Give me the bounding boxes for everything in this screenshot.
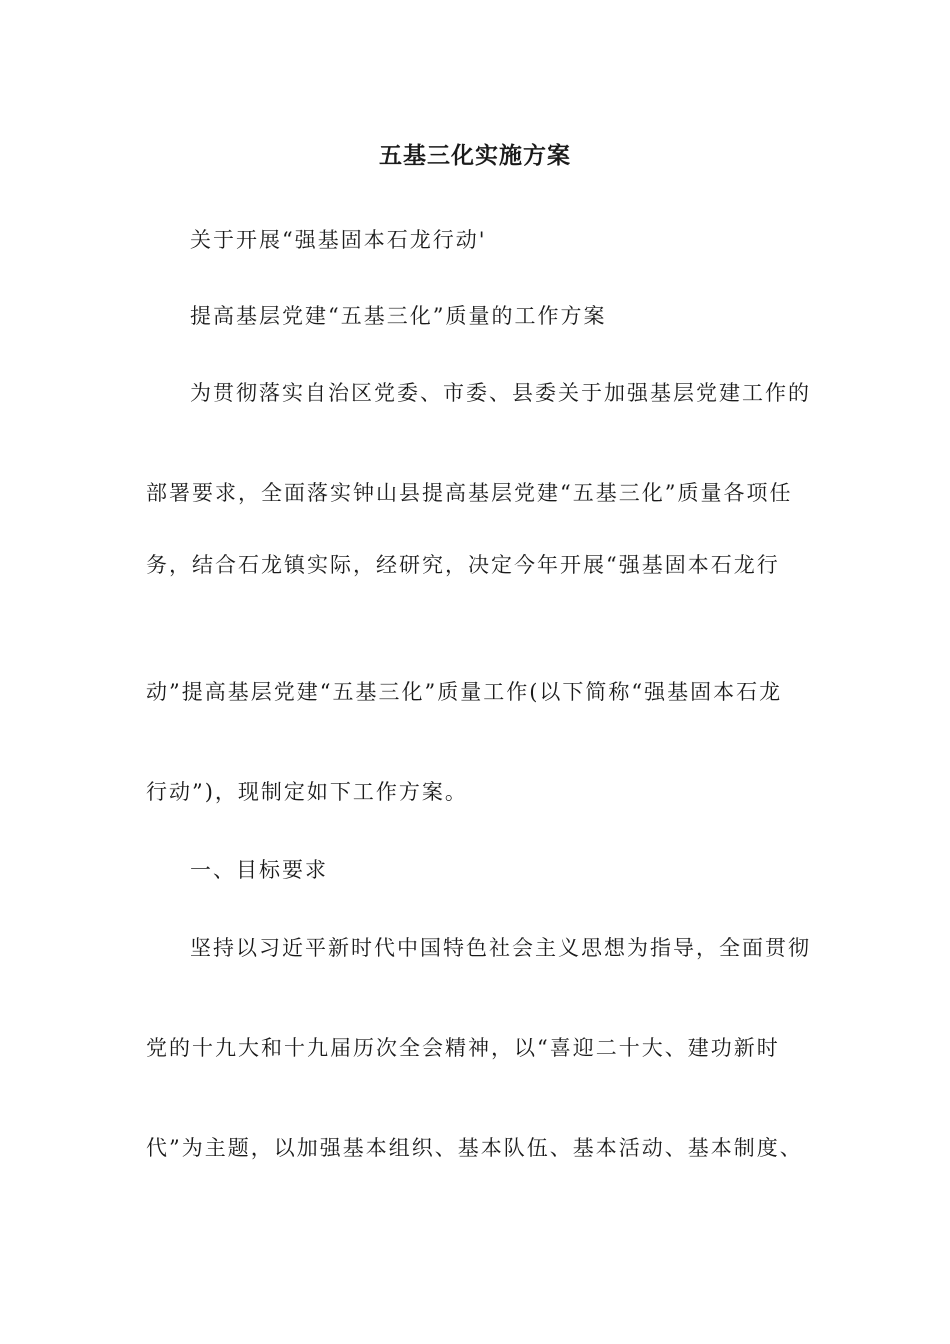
paragraph-line: 代”为主题，以加强基本组织、基本队伍、基本活动、基本制度、 [146, 1136, 803, 1160]
paragraph-line: 坚持以习近平新时代中国特色社会主义思想为指导，全面贯彻 [190, 936, 811, 960]
paragraph-line: 部署要求，全面落实钟山县提高基层党建“五基三化”质量各项任 [146, 481, 793, 505]
section-heading: 一、目标要求 [190, 858, 328, 882]
paragraph-line: 动”提高基层党建“五基三化”质量工作(以下简称“强基固本石龙 [146, 680, 783, 704]
subtitle-line-1: 关于开展“强基固本石龙行动' [190, 228, 487, 252]
subtitle-line-2: 提高基层党建“五基三化”质量的工作方案 [190, 304, 607, 328]
paragraph-line: 行动”)，现制定如下工作方案。 [146, 780, 468, 804]
paragraph-line: 党的十九大和十九届历次全会精神，以“喜迎二十大、建功新时 [146, 1036, 780, 1060]
paragraph-line: 为贯彻落实自治区党委、市委、县委关于加强基层党建工作的 [190, 381, 811, 405]
paragraph-line: 务，结合石龙镇实际，经研究，决定今年开展“强基固本石龙行 [146, 553, 780, 577]
document-title: 五基三化实施方案 [379, 143, 571, 169]
